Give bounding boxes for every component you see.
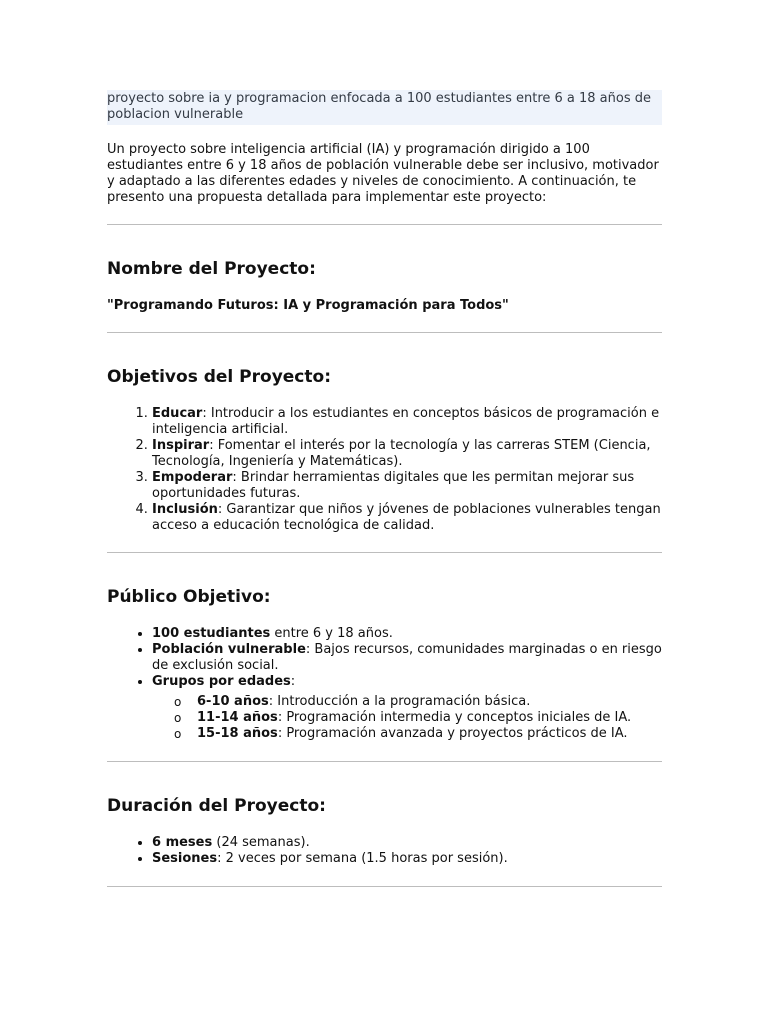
list-item (152, 851, 662, 867)
section-divider (107, 886, 662, 887)
section-divider (107, 332, 662, 333)
publico-list (107, 626, 662, 742)
circle-bullet-icon: o (174, 711, 182, 725)
circle-bullet-icon: o (174, 695, 182, 709)
item-text: entre 6 y 18 años. (270, 626, 393, 641)
item-text: : (290, 674, 296, 689)
item-label: Inclusión (152, 502, 218, 517)
intro-paragraph: Un proyecto sobre inteligencia artificial (IA) y programación dirigido a 100 estudiantes entre 6 y 18 años de población vulnerable debe ser inclusivo, motivador y adaptado a las diferentes edades y niveles de conocimiento. A continuación, te presento una propuesta detallada para implementar este proyecto: (107, 142, 659, 205)
section-divider (107, 224, 662, 225)
item-text: : Fomentar el interés por la tecnología y las carreras STEM (Ciencia, Tecnología, Ingeniería y Matemáticas). (152, 438, 651, 469)
item-label: Sesiones (152, 851, 218, 866)
document (107, 90, 662, 887)
heading-duracion: Duración del Proyecto: (107, 796, 326, 816)
section-divider (107, 552, 662, 553)
list-item (174, 726, 662, 742)
heading-nombre: Nombre del Proyecto: (107, 259, 316, 279)
duracion-list (107, 835, 662, 867)
list-item (174, 710, 662, 726)
age-groups-list (152, 694, 662, 742)
list-item (152, 406, 662, 438)
item-label: Empoderar (152, 470, 233, 485)
item-label: 15-18 años (197, 726, 278, 741)
item-text: : Garantizar que niños y jóvenes de poblaciones vulnerables tengan acceso a educación tecnológica de calidad. (152, 502, 661, 533)
list-item (152, 626, 662, 642)
list-item (152, 470, 662, 502)
list-item (152, 438, 662, 470)
item-label: Educar (152, 406, 203, 421)
prompt-text: proyecto sobre ia y programacion enfocada a 100 estudiantes entre 6 a 18 años de poblacion vulnerable (107, 90, 662, 125)
item-text: (24 semanas). (212, 835, 310, 850)
item-label: Inspirar (152, 438, 210, 453)
item-label: 6-10 años (197, 694, 269, 709)
list-item (152, 642, 662, 674)
item-text: : 2 veces por semana (1.5 horas por sesión). (217, 851, 508, 866)
item-label: 100 estudiantes (152, 626, 271, 641)
item-text: : Programación avanzada y proyectos prácticos de IA. (277, 726, 628, 741)
list-item (152, 835, 662, 851)
item-text: : Introducir a los estudiantes en conceptos básicos de programación e inteligencia artificial. (152, 406, 660, 437)
item-label: Grupos por edades (152, 674, 291, 689)
section-divider (107, 761, 662, 762)
item-label: Población vulnerable (152, 642, 306, 657)
circle-bullet-icon: o (174, 727, 182, 741)
item-label: 11-14 años (197, 710, 278, 725)
item-text: : Bajos recursos, comunidades marginadas o en riesgo de exclusión social. (152, 642, 662, 673)
heading-publico: Público Objetivo: (107, 587, 271, 607)
project-title: "Programando Futuros: IA y Programación para Todos" (107, 298, 509, 313)
list-item (152, 674, 662, 742)
objetivos-list (107, 406, 662, 534)
list-item (174, 694, 662, 710)
list-item (152, 502, 662, 534)
item-text: : Programación intermedia y conceptos iniciales de IA. (277, 710, 632, 725)
item-label: 6 meses (152, 835, 213, 850)
heading-objetivos: Objetivos del Proyecto: (107, 367, 331, 387)
item-text: : Introducción a la programación básica. (268, 694, 531, 709)
item-text: : Brindar herramientas digitales que les permitan mejorar sus oportunidades futuras. (152, 470, 635, 501)
